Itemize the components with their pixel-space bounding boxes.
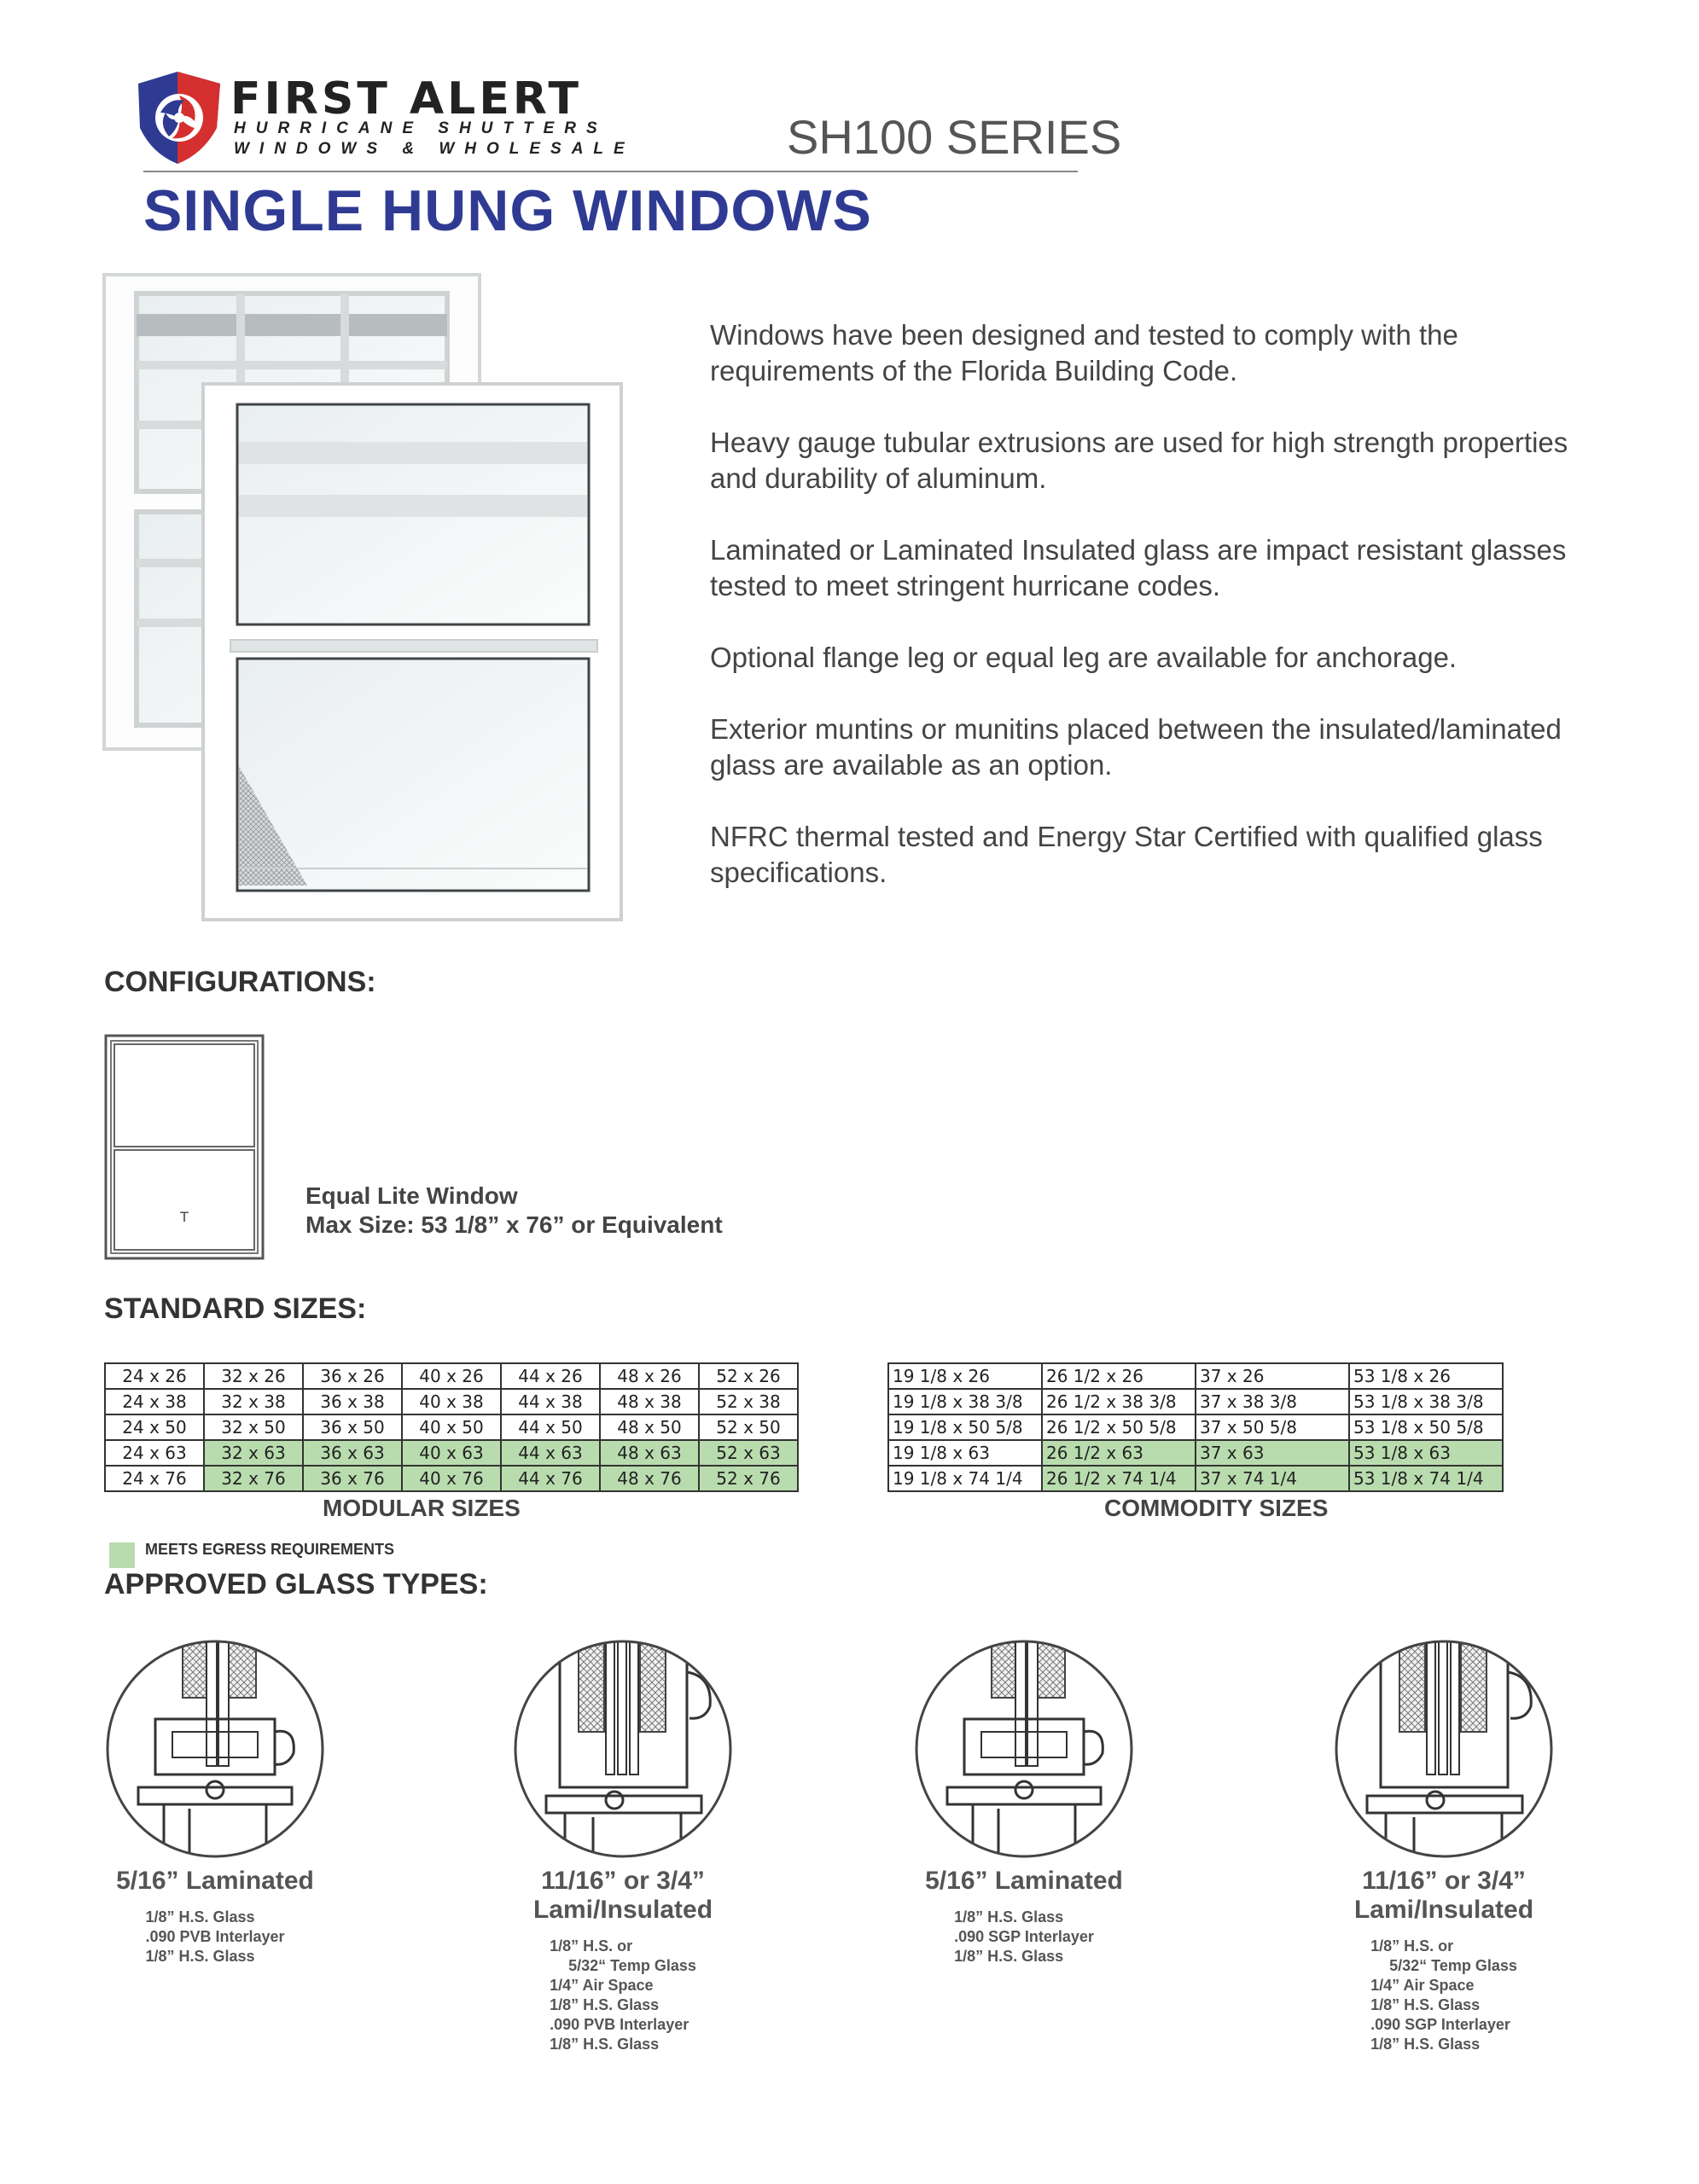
- size-cell: 52 x 26: [699, 1363, 798, 1389]
- size-cell: 32 x 50: [204, 1414, 303, 1440]
- size-cell: 48 x 63: [600, 1440, 699, 1466]
- glass-type-name: 5/16” Laminated: [116, 1867, 314, 1895]
- standard-sizes-heading: STANDARD SIZES:: [104, 1292, 367, 1325]
- front-window-frame: [203, 384, 621, 920]
- description-paragraph: Exterior muntins or munitins placed between the insulated/laminated glass are available as an option.: [710, 713, 1562, 781]
- size-cell: 26 1/2 x 38 3/8: [1042, 1389, 1196, 1414]
- glass-type-name-line2: Lami/Insulated: [1353, 1896, 1534, 1924]
- approved-glass-types-heading: APPROVED GLASS TYPES:: [104, 1568, 488, 1600]
- size-cell: 37 x 26: [1196, 1363, 1349, 1389]
- description-paragraph: Windows have been designed and tested to comply with the requirements of the Florida Building Code.: [710, 319, 1458, 386]
- egress-legend-label: MEETS EGRESS REQUIREMENTS: [145, 1541, 395, 1558]
- size-cell: 36 x 26: [303, 1363, 402, 1389]
- brand-name: FIRST ALERT: [230, 73, 583, 125]
- header-divider: [143, 171, 1078, 172]
- brand-tagline-2: WINDOWS & WHOLESALE: [234, 140, 635, 158]
- glass-spec-item: 1/4” Air Space: [550, 1977, 654, 1994]
- size-cell: 44 x 26: [501, 1363, 600, 1389]
- size-cell: 19 1/8 x 63: [888, 1440, 1042, 1466]
- glass-spec-item: 1/8” H.S. Glass: [550, 1996, 660, 2013]
- size-cell: 52 x 38: [699, 1389, 798, 1414]
- glass-spec-item: 1/8” H.S. Glass: [145, 1908, 255, 1926]
- product-description: [710, 317, 1572, 926]
- glass-spec-item: 5/32“ Temp Glass: [568, 1957, 696, 1974]
- glass-type-card: [887, 1638, 1161, 1966]
- table-row: [105, 1414, 798, 1440]
- size-cell: 26 1/2 x 63: [1042, 1440, 1196, 1466]
- size-cell: 19 1/8 x 26: [888, 1363, 1042, 1389]
- size-cell: 53 1/8 x 26: [1349, 1363, 1503, 1389]
- table-row: [888, 1389, 1503, 1414]
- size-cell: 32 x 38: [204, 1389, 303, 1414]
- table-row: [105, 1363, 798, 1389]
- glass-spec-item: 1/8” H.S. or: [550, 1937, 633, 1955]
- table-row: [105, 1389, 798, 1414]
- size-cell: 36 x 50: [303, 1414, 402, 1440]
- size-cell: 44 x 38: [501, 1389, 600, 1414]
- glass-spec-item: 1/8” H.S. Glass: [954, 1948, 1064, 1965]
- size-cell: 37 x 38 3/8: [1196, 1389, 1349, 1414]
- size-cell: 24 x 26: [105, 1363, 204, 1389]
- size-cell: 53 1/8 x 74 1/4: [1349, 1466, 1503, 1491]
- size-cell: 19 1/8 x 50 5/8: [888, 1414, 1042, 1440]
- glass-spec-item: 1/4” Air Space: [1370, 1977, 1475, 1994]
- page-title: SINGLE HUNG WINDOWS: [143, 178, 872, 243]
- glass-spec-item: 1/8” H.S. or: [1370, 1937, 1454, 1955]
- table-row: [105, 1440, 798, 1466]
- glass-type-name: 11/16” or 3/4”: [541, 1867, 705, 1895]
- table-row: [888, 1363, 1503, 1389]
- size-cell: 19 1/8 x 38 3/8: [888, 1389, 1042, 1414]
- glass-type-name-line2: Lami/Insulated: [532, 1896, 713, 1924]
- glass-spec-item: .090 PVB Interlayer: [145, 1928, 285, 1945]
- glass-section-drawing: [104, 1638, 326, 1860]
- size-cell: 36 x 63: [303, 1440, 402, 1466]
- glass-spec-list: [145, 1908, 284, 1966]
- glass-spec-item: 1/8” H.S. Glass: [1370, 2036, 1481, 2053]
- glass-type-card: [486, 1638, 759, 2054]
- size-cell: 37 x 63: [1196, 1440, 1349, 1466]
- size-cell: 32 x 76: [204, 1466, 303, 1491]
- size-cell: 36 x 38: [303, 1389, 402, 1414]
- brand-tagline-1: HURRICANE SHUTTERS: [234, 119, 608, 137]
- table-row: [888, 1440, 1503, 1466]
- glass-spec-item: .090 PVB Interlayer: [550, 2016, 689, 2033]
- size-cell: 26 1/2 x 74 1/4: [1042, 1466, 1196, 1491]
- size-cell: 53 1/8 x 38 3/8: [1349, 1389, 1503, 1414]
- size-cell: 44 x 76: [501, 1466, 600, 1491]
- glass-type-card: [79, 1638, 352, 1966]
- glass-spec-item: 1/8” H.S. Glass: [954, 1908, 1064, 1926]
- size-cell: 19 1/8 x 74 1/4: [888, 1466, 1042, 1491]
- size-cell: 52 x 63: [699, 1440, 798, 1466]
- configuration-max-size: Max Size: 53 1/8” x 76” or Equivalent: [305, 1211, 723, 1238]
- size-cell: 26 1/2 x 50 5/8: [1042, 1414, 1196, 1440]
- glass-spec-item: .090 SGP Interlayer: [1370, 2016, 1510, 2033]
- glass-type-name: 11/16” or 3/4”: [1362, 1867, 1526, 1895]
- size-cell: 32 x 26: [204, 1363, 303, 1389]
- glass-spec-item: 1/8” H.S. Glass: [145, 1948, 255, 1965]
- size-cell: 53 1/8 x 50 5/8: [1349, 1414, 1503, 1440]
- table-row: [888, 1414, 1503, 1440]
- glass-section-drawing: [913, 1638, 1135, 1860]
- size-cell: 48 x 38: [600, 1389, 699, 1414]
- glass-spec-item: 1/8” H.S. Glass: [1370, 1996, 1481, 2013]
- modular-sizes-table: [104, 1362, 799, 1492]
- glass-type-name: 5/16” Laminated: [925, 1867, 1123, 1895]
- glass-spec-item: 1/8” H.S. Glass: [550, 2036, 660, 2053]
- glass-type-card: [1307, 1638, 1580, 2054]
- size-cell: 48 x 26: [600, 1363, 699, 1389]
- egress-legend-swatch: [109, 1542, 135, 1568]
- table-row: [888, 1466, 1503, 1491]
- configurations-heading: CONFIGURATIONS:: [104, 966, 376, 998]
- shield-logo-icon: [138, 72, 220, 164]
- table-row: [105, 1466, 798, 1491]
- size-cell: 40 x 38: [402, 1389, 501, 1414]
- description-paragraph: Laminated or Laminated Insulated glass are impact resistant glasses tested to meet stringent hurricane codes.: [710, 534, 1567, 601]
- size-cell: 53 1/8 x 63: [1349, 1440, 1503, 1466]
- series-label: SH100 SERIES: [787, 110, 1122, 164]
- glass-spec-item: 5/32“ Temp Glass: [1389, 1957, 1517, 1974]
- description-paragraph: NFRC thermal tested and Energy Star Certified with qualified glass specifications.: [710, 821, 1543, 888]
- size-cell: 40 x 26: [402, 1363, 501, 1389]
- glass-section-drawing: [1333, 1638, 1555, 1860]
- glass-section-drawing: [512, 1638, 734, 1860]
- size-cell: 44 x 63: [501, 1440, 600, 1466]
- size-cell: 52 x 50: [699, 1414, 798, 1440]
- glass-spec-list: [550, 1937, 696, 2054]
- size-cell: 40 x 50: [402, 1414, 501, 1440]
- size-cell: 36 x 76: [303, 1466, 402, 1491]
- size-cell: 37 x 74 1/4: [1196, 1466, 1349, 1491]
- size-cell: 52 x 76: [699, 1466, 798, 1491]
- size-cell: 24 x 63: [105, 1440, 204, 1466]
- lift-handle-marker: T: [180, 1209, 189, 1225]
- description-paragraph: Optional flange leg or equal leg are available for anchorage.: [710, 642, 1458, 673]
- size-cell: 40 x 63: [402, 1440, 501, 1466]
- commodity-sizes-caption: COMMODITY SIZES: [1104, 1495, 1329, 1521]
- size-cell: 24 x 38: [105, 1389, 204, 1414]
- size-cell: 44 x 50: [501, 1414, 600, 1440]
- glass-spec-list: [1370, 1937, 1517, 2054]
- equal-lite-window-diagram: [104, 1034, 265, 1260]
- commodity-sizes-table: [887, 1362, 1504, 1492]
- size-cell: 40 x 76: [402, 1466, 501, 1491]
- size-cell: 24 x 50: [105, 1414, 204, 1440]
- configuration-name: Equal Lite Window: [305, 1182, 518, 1209]
- size-cell: 48 x 50: [600, 1414, 699, 1440]
- size-cell: 26 1/2 x 26: [1042, 1363, 1196, 1389]
- glass-spec-list: [954, 1908, 1094, 1966]
- description-paragraph: Heavy gauge tubular extrusions are used for high strength properties and durability of aluminum.: [710, 427, 1568, 494]
- size-cell: 37 x 50 5/8: [1196, 1414, 1349, 1440]
- size-cell: 24 x 76: [105, 1466, 204, 1491]
- product-window-image: [102, 271, 666, 928]
- size-cell: 48 x 76: [600, 1466, 699, 1491]
- modular-sizes-caption: MODULAR SIZES: [323, 1495, 521, 1521]
- glass-spec-item: .090 SGP Interlayer: [954, 1928, 1094, 1945]
- size-cell: 32 x 63: [204, 1440, 303, 1466]
